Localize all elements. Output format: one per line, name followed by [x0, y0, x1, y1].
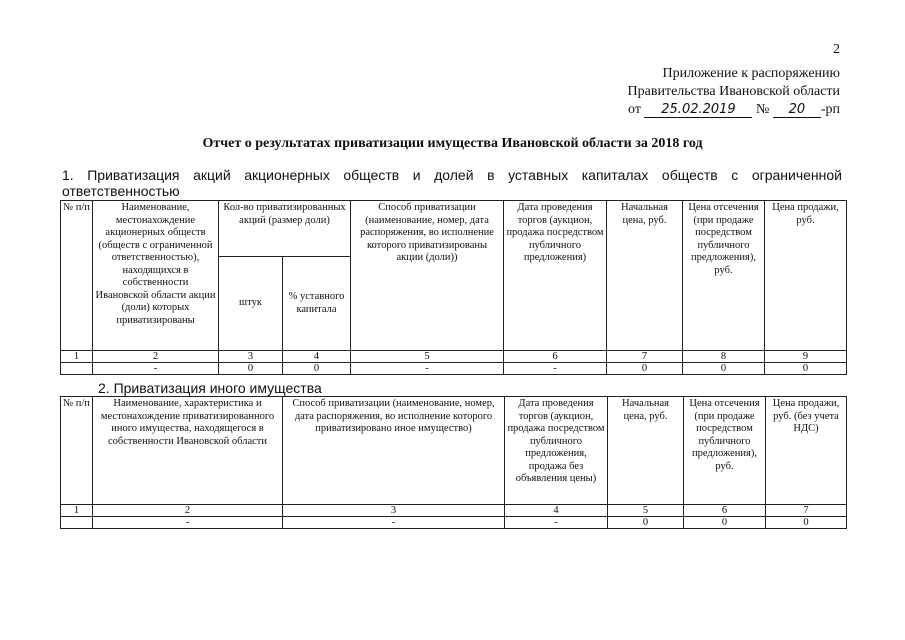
table-shares-privatization	[60, 200, 847, 375]
header-quantity: Кол-во приватизированных акций (размер доли)	[219, 201, 351, 257]
header-property-name: Наименование, характеристика и местонахождение приватизированного иного имущества, находящегося в собственности Ивановской области	[93, 397, 283, 505]
col-number: 4	[505, 505, 608, 517]
page-number: 2	[833, 42, 840, 57]
table-cell: 0	[607, 363, 683, 375]
table-cell: -	[505, 517, 608, 529]
col-number: 7	[766, 505, 847, 517]
col-number: 5	[608, 505, 684, 517]
number-suffix: -рп	[820, 102, 840, 117]
table-cell: 0	[219, 363, 283, 375]
header-quantity-pieces: штук	[219, 257, 283, 351]
col-number: 4	[283, 351, 351, 363]
table-cell: -	[93, 517, 283, 529]
table-cell: -	[351, 363, 504, 375]
table-cell: -	[93, 363, 219, 375]
header-sale-price: Цена продажи, руб.	[765, 201, 847, 351]
header-sale-price: Цена продажи, руб. (без учета НДС)	[766, 397, 847, 505]
table-cell: 0	[283, 363, 351, 375]
header-method: Способ приватизации (наименование, номер, дата распоряжения, во исполнение которого приватизированы акции (доли))	[351, 201, 504, 351]
table-cell: -	[283, 517, 505, 529]
col-number: 5	[351, 351, 504, 363]
table-row	[61, 517, 847, 529]
table-cell: 0	[766, 517, 847, 529]
header-start-price: Начальная цена, руб.	[607, 201, 683, 351]
appendix-line-1: Приложение к распоряжению	[662, 66, 840, 81]
table-cell: 0	[683, 363, 765, 375]
handwritten-date: 25.02.2019	[644, 103, 752, 118]
table-row	[61, 363, 847, 375]
section-2-heading: 2. Приватизация иного имущества	[98, 380, 322, 396]
header-quantity-percent: % уставного капитала	[283, 257, 351, 351]
header-cutoff-price: Цена отсечения (при продаже посредством публичного предложения), руб.	[684, 397, 766, 505]
number-label: №	[755, 102, 770, 117]
header-method: Способ приватизации (наименование, номер, дата распоряжения, во исполнение которого приватизировано иное имущество)	[283, 397, 505, 505]
col-number: 2	[93, 505, 283, 517]
table-cell: 0	[765, 363, 847, 375]
header-cutoff-price: Цена отсечения (при продаже посредством публичного предложения), руб.	[683, 201, 765, 351]
col-number: 3	[219, 351, 283, 363]
section-1-heading: 1. Приватизация акций акционерных обществ и долей в уставных капиталах обществ с ограниченной	[62, 167, 842, 183]
handwritten-number: 20	[773, 103, 821, 118]
table-cell: -	[504, 363, 607, 375]
col-number: 8	[683, 351, 765, 363]
header-company-name: Наименование, местонахождение акционерных обществ (обществ с ограниченной ответственностью), находящихся в собственности Ивановской области акции (доли) которых приватизированы	[93, 201, 219, 351]
col-number: 7	[607, 351, 683, 363]
from-label: от	[628, 102, 641, 117]
header-auction-date: Дата проведения торгов (аукцион, продажа посредством публичного предложения, продажа без объявления цены)	[505, 397, 608, 505]
appendix-line-3	[628, 102, 840, 118]
appendix-line-2: Правительства Ивановской области	[627, 84, 840, 99]
table-cell	[61, 363, 93, 375]
col-number: 6	[504, 351, 607, 363]
table-cell: 0	[608, 517, 684, 529]
col-number: 6	[684, 505, 766, 517]
header-no: № п/п	[61, 397, 93, 505]
col-number: 1	[61, 351, 93, 363]
section-1-heading-continuation: ответственностью	[62, 183, 180, 199]
header-start-price: Начальная цена, руб.	[608, 397, 684, 505]
col-number: 3	[283, 505, 505, 517]
header-no: № п/п	[61, 201, 93, 351]
col-number: 1	[61, 505, 93, 517]
document-title: Отчет о результатах приватизации имущества Ивановской области за 2018 год	[202, 136, 703, 151]
col-number: 9	[765, 351, 847, 363]
table-cell: 0	[684, 517, 766, 529]
table-cell	[61, 517, 93, 529]
table-other-property-privatization	[60, 396, 847, 529]
col-number: 2	[93, 351, 219, 363]
header-auction-date: Дата проведения торгов (аукцион, продажа посредством публичного предложения)	[504, 201, 607, 351]
